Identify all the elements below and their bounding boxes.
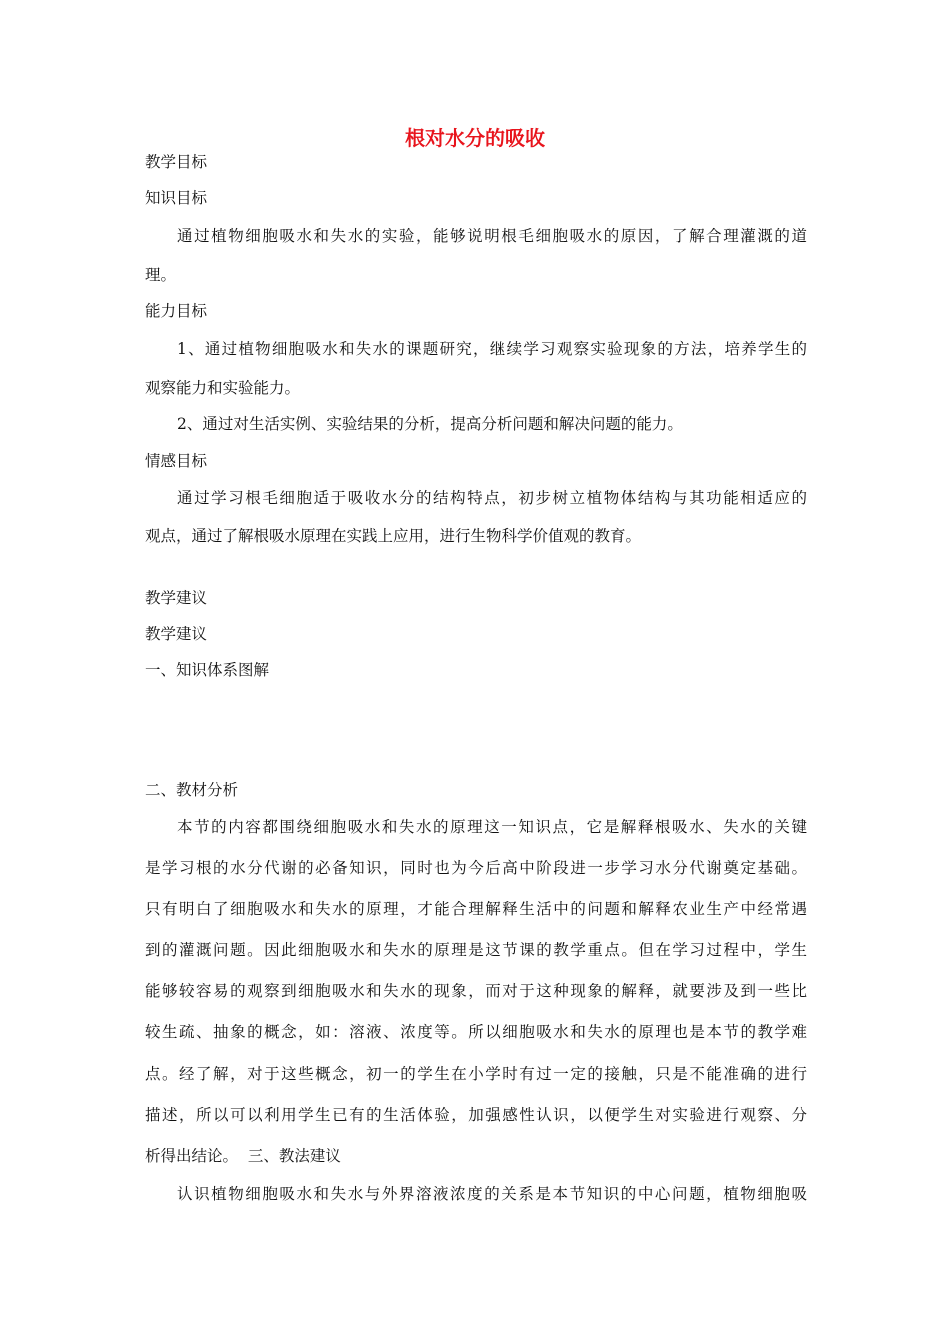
heading-knowledge-diagram: 一、知识体系图解 <box>145 661 270 679</box>
paragraph-line: 观察能力和实验能力。 <box>145 379 301 397</box>
paragraph-line: 通过学习根毛细胞适于吸收水分的结构特点，初步树立植物体结构与其功能相适应的 <box>177 489 807 507</box>
paragraph-line: 理。 <box>145 266 177 284</box>
paragraph-line: 只有明白了细胞吸水和失水的原理，才能合理解释生活中的问题和解释农业生产中经常遇 <box>145 900 807 918</box>
paragraph-line: 能够较容易的观察到细胞吸水和失水的现象，而对于这种现象的解释，就要涉及到一些比 <box>145 982 807 1000</box>
paragraph-line: 描述，所以可以利用学生已有的生活体验，加强感性认识，以便学生对实验进行观察、分 <box>145 1106 807 1124</box>
paragraph-line: 1、通过植物细胞吸水和失水的课题研究，继续学习观察实验现象的方法，培养学生的 <box>177 340 807 358</box>
paragraph-line: 点。经了解，对于这些概念，初一的学生在小学时有过一定的接触，只是不能准确的进行 <box>145 1065 807 1083</box>
paragraph-line: 较生疏、抽象的概念，如：溶液、浓度等。所以细胞吸水和失水的原理也是本节的教学难 <box>145 1023 807 1041</box>
paragraph-line: 到的灌溉问题。因此细胞吸水和失水的原理是这节课的教学重点。但在学习过程中，学生 <box>145 941 807 959</box>
heading-material-analysis: 二、教材分析 <box>145 781 239 799</box>
heading-emotion-goals: 情感目标 <box>145 452 208 470</box>
heading-teaching-suggestions: 教学建议 <box>145 589 208 607</box>
heading-ability-goals: 能力目标 <box>145 302 208 320</box>
heading-teaching-suggestions: 教学建议 <box>145 625 208 643</box>
paragraph-line: 观点，通过了解根吸水原理在实践上应用，进行生物科学价值观的教育。 <box>145 527 642 545</box>
heading-knowledge-goals: 知识目标 <box>145 189 208 207</box>
paragraph-line: 是学习根的水分代谢的必备知识，同时也为今后高中阶段进一步学习水分代谢奠定基础。 <box>145 859 807 877</box>
paragraph-line: 2、通过对生活实例、实验结果的分析，提高分析问题和解决问题的能力。 <box>177 415 683 433</box>
heading-teaching-goals: 教学目标 <box>145 153 208 171</box>
paragraph-line: 通过植物细胞吸水和失水的实验，能够说明根毛细胞吸水的原因，了解合理灌溉的道 <box>177 227 807 245</box>
paragraph-line: 本节的内容都围绕细胞吸水和失水的原理这一知识点，它是解释根吸水、失水的关键 <box>177 818 807 836</box>
paragraph-line: 认识植物细胞吸水和失水与外界溶液浓度的关系是本节知识的中心问题，植物细胞吸 <box>177 1185 807 1203</box>
document-title: 根对水分的吸收 <box>405 126 545 150</box>
paragraph-line: 析得出结论。 三、教法建议 <box>145 1147 341 1165</box>
